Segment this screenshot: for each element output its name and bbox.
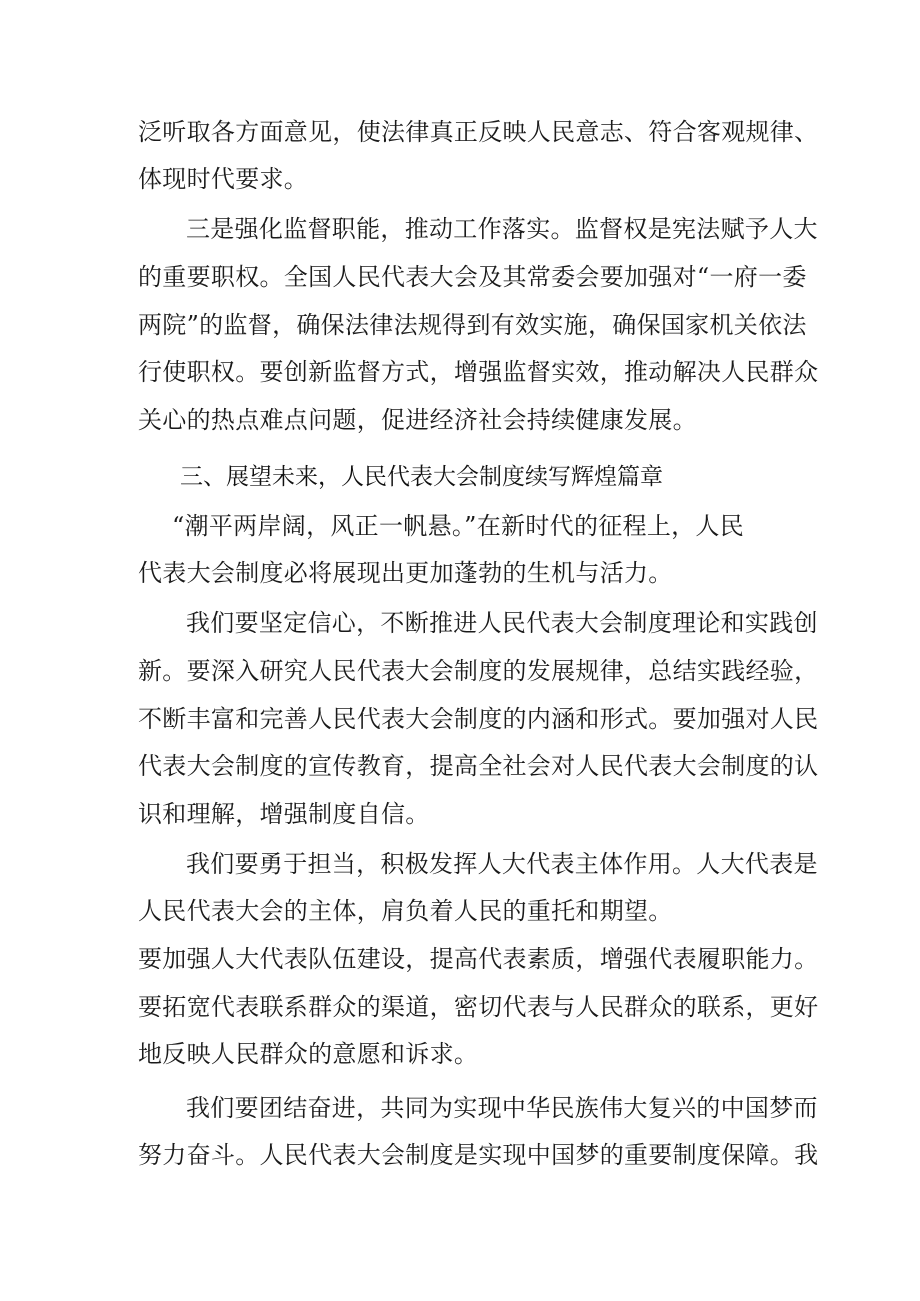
paragraph-line: 代表大会制度的宣传教育，提高全社会对人民代表大会制度的认	[138, 752, 819, 780]
paragraph-line: 我们要团结奋进，共同为实现中华民族伟大复兴的中国梦而	[186, 1094, 818, 1122]
paragraph-line: 新。要深入研究人民代表大会制度的发展规律，总结实践经验，	[138, 657, 819, 685]
paragraph-line: 我们要勇于担当，积极发挥人大代表主体作用。人大代表是	[186, 850, 818, 878]
paragraph-line: 识和理解，增强制度自信。	[138, 800, 430, 828]
paragraph-line: 代表大会制度必将展现出更加蓬勃的生机与活力。	[138, 559, 673, 587]
paragraph-line: 关心的热点难点问题，促进经济社会持续健康发展。	[138, 406, 697, 434]
paragraph-line: 不断丰富和完善人民代表大会制度的内涵和形式。要加强对人民	[138, 705, 819, 733]
paragraph-line: 体现时代要求。	[138, 165, 309, 193]
paragraph-line: 泛听取各方面意见，使法律真正反映人民意志、符合客观规律、	[138, 118, 819, 146]
paragraph-line: 两院”的监督，确保法律法规得到有效实施，确保国家机关依法	[138, 311, 807, 339]
paragraph-line: 要拓宽代表联系群众的渠道，密切代表与人民群众的联系，更好	[138, 993, 819, 1021]
section-heading: 三、展望未来，人民代表大会制度续写辉煌篇章	[180, 464, 663, 490]
paragraph-line: 地反映人民群众的意愿和诉求。	[138, 1040, 479, 1068]
paragraph-line: 的重要职权。全国人民代表大会及其常委会要加强对“一府一委	[138, 263, 807, 291]
paragraph-line: 要加强人大代表队伍建设，提高代表素质，增强代表履职能力。	[138, 945, 819, 973]
paragraph-line: 我们要坚定信心，不断推进人民代表大会制度理论和实践创	[186, 609, 818, 637]
paragraph-line: 三是强化监督职能，推动工作落实。监督权是宪法赋予人大	[186, 215, 818, 243]
paragraph-line: “潮平两岸阔，风正一帆悬。”在新时代的征程上，人民	[172, 512, 745, 540]
paragraph-line: 努力奋斗。人民代表大会制度是实现中国梦的重要制度保障。我	[138, 1141, 819, 1169]
paragraph-line: 人民代表大会的主体，肩负着人民的重托和期望。	[138, 897, 673, 925]
paragraph-line: 行使职权。要创新监督方式，增强监督实效，推动解决人民群众	[138, 358, 819, 386]
